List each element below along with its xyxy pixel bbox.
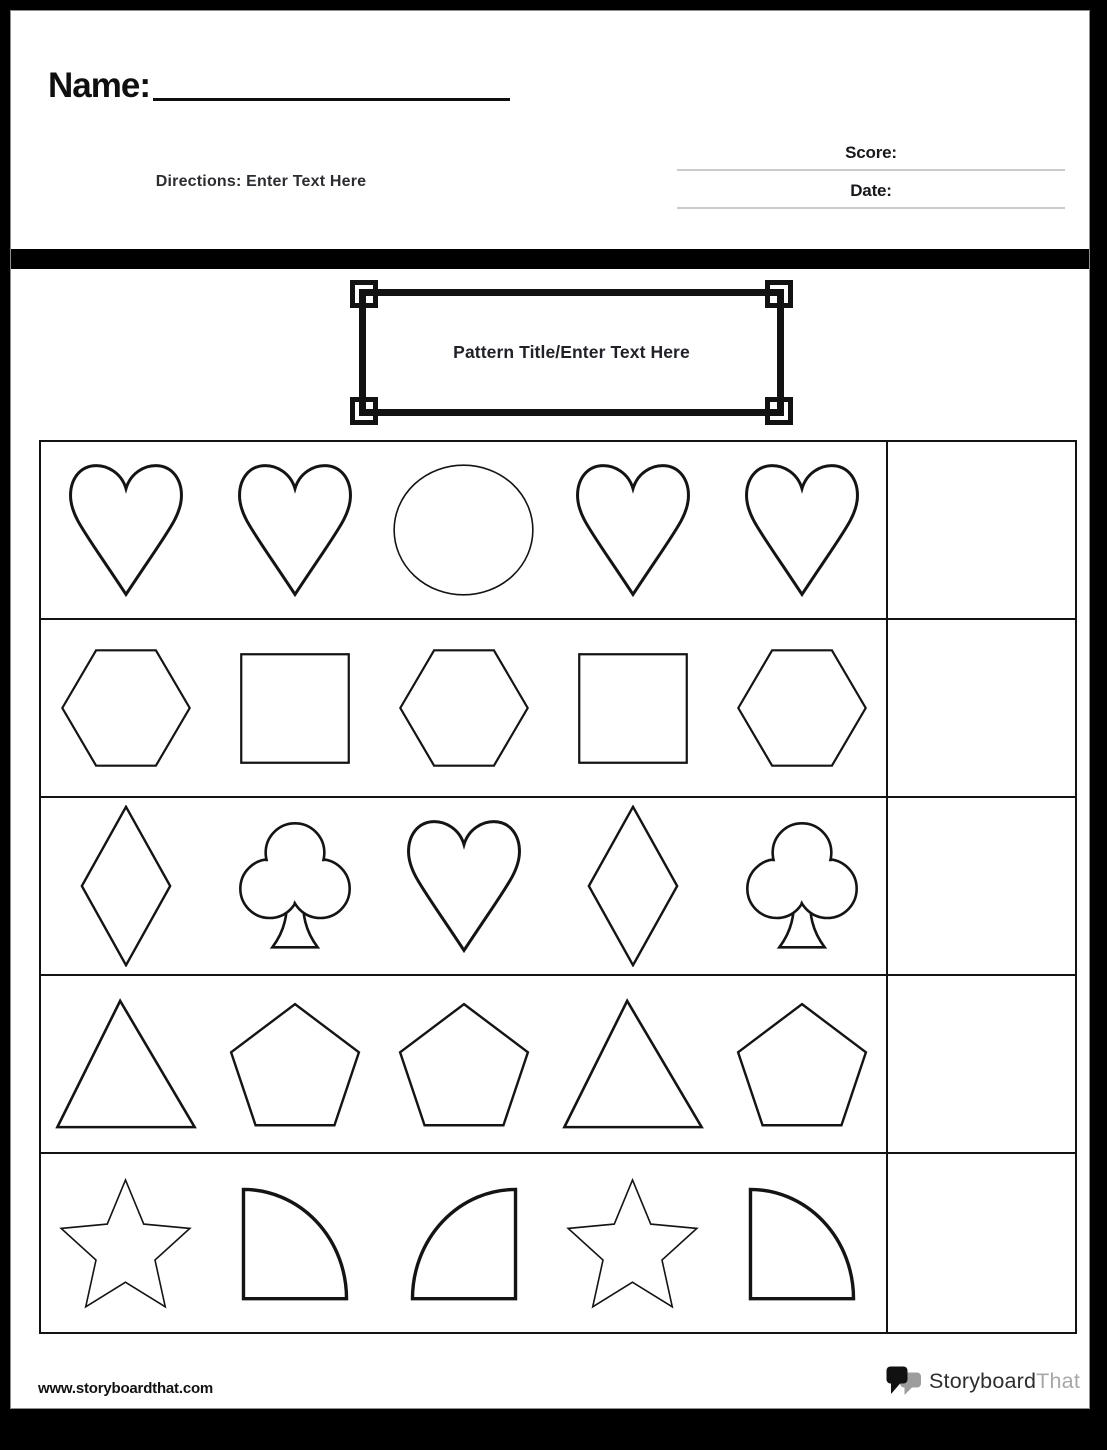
- quarter-circle-left-shape: [408, 1185, 520, 1302]
- heart-shape: [743, 461, 861, 599]
- worksheet-page: [10, 10, 1090, 1409]
- answer-cell[interactable]: [886, 620, 1075, 796]
- shape-cell: [210, 1154, 379, 1332]
- name-fill-line[interactable]: [153, 98, 510, 101]
- title-frame: [359, 289, 784, 416]
- score-date-block: [677, 143, 1065, 209]
- pattern-table: [39, 440, 1077, 1334]
- shape-cell: [210, 620, 379, 796]
- hexagon-shape: [61, 649, 191, 767]
- shape-cell: [379, 798, 548, 974]
- shape-cell: [548, 1154, 717, 1332]
- shape-cell: [379, 1154, 548, 1332]
- pentagon-shape: [396, 1000, 532, 1128]
- date-label: Date:: [850, 181, 892, 200]
- answer-cell[interactable]: [886, 442, 1075, 618]
- table-row: [41, 976, 1075, 1154]
- star-shape: [55, 1177, 196, 1310]
- logo-text-primary: Storyboard: [929, 1369, 1037, 1393]
- shape-cell: [210, 442, 379, 618]
- shape-cell: [717, 798, 886, 974]
- shape-cell: [41, 976, 210, 1152]
- diamond-shape: [587, 805, 679, 967]
- shape-cell: [548, 976, 717, 1152]
- shape-sequence: [41, 442, 886, 618]
- shape-cell: [41, 798, 210, 974]
- heart-shape: [67, 461, 185, 599]
- hexagon-shape: [399, 649, 529, 767]
- website-url: www.storyboardthat.com: [38, 1380, 214, 1397]
- heart-shape: [236, 461, 354, 599]
- heart-shape: [405, 817, 523, 955]
- club-shape: [239, 822, 351, 950]
- score-fill-line[interactable]: [677, 169, 1065, 171]
- shape-sequence: [41, 1154, 886, 1332]
- score-label: Score:: [845, 143, 897, 162]
- date-fill-line[interactable]: [677, 207, 1065, 209]
- quarter-circle-right-shape: [239, 1185, 351, 1302]
- square-shape: [577, 652, 689, 765]
- shape-cell: [379, 976, 548, 1152]
- diamond-shape: [80, 805, 172, 967]
- shape-cell: [717, 620, 886, 796]
- shape-sequence: [41, 798, 886, 974]
- answer-cell[interactable]: [886, 798, 1075, 974]
- shape-cell: [548, 798, 717, 974]
- table-row: [41, 798, 1075, 976]
- club-shape: [746, 822, 858, 950]
- answer-cell[interactable]: [886, 976, 1075, 1152]
- logo-text-secondary: That: [1036, 1369, 1080, 1393]
- shape-cell: [717, 1154, 886, 1332]
- logo-text: [929, 1366, 1080, 1397]
- shape-cell: [41, 442, 210, 618]
- speech-bubbles-icon: [886, 1366, 922, 1397]
- pattern-title-text[interactable]: Pattern Title/Enter Text Here: [453, 342, 690, 362]
- shape-sequence: [41, 976, 886, 1152]
- shape-cell: [41, 620, 210, 796]
- quarter-circle-right-shape: [746, 1185, 858, 1302]
- shape-cell: [210, 798, 379, 974]
- answer-cell[interactable]: [886, 1154, 1075, 1332]
- circle-shape: [392, 463, 535, 597]
- shape-cell: [548, 442, 717, 618]
- table-row: [41, 620, 1075, 798]
- heart-shape: [574, 461, 692, 599]
- table-row: [41, 442, 1075, 620]
- shape-cell: [41, 1154, 210, 1332]
- shape-cell: [210, 976, 379, 1152]
- shape-sequence: [41, 620, 886, 796]
- table-row: [41, 1154, 1075, 1332]
- shape-cell: [717, 976, 886, 1152]
- shape-cell: [548, 620, 717, 796]
- triangle-shape: [53, 998, 199, 1130]
- pentagon-shape: [734, 1000, 870, 1128]
- hexagon-shape: [737, 649, 867, 767]
- shape-cell: [379, 620, 548, 796]
- name-label: Name:: [48, 66, 150, 105]
- directions-text[interactable]: Directions: Enter Text Here: [155, 173, 367, 190]
- shape-cell: [717, 442, 886, 618]
- storyboardthat-logo: [886, 1366, 1080, 1397]
- pentagon-shape: [227, 1000, 363, 1128]
- name-field: [48, 67, 510, 105]
- square-shape: [239, 652, 351, 765]
- divider-bar: [11, 249, 1089, 269]
- shape-cell: [379, 442, 548, 618]
- triangle-shape: [560, 998, 706, 1130]
- pattern-title-box: [359, 289, 784, 416]
- star-shape: [562, 1177, 703, 1310]
